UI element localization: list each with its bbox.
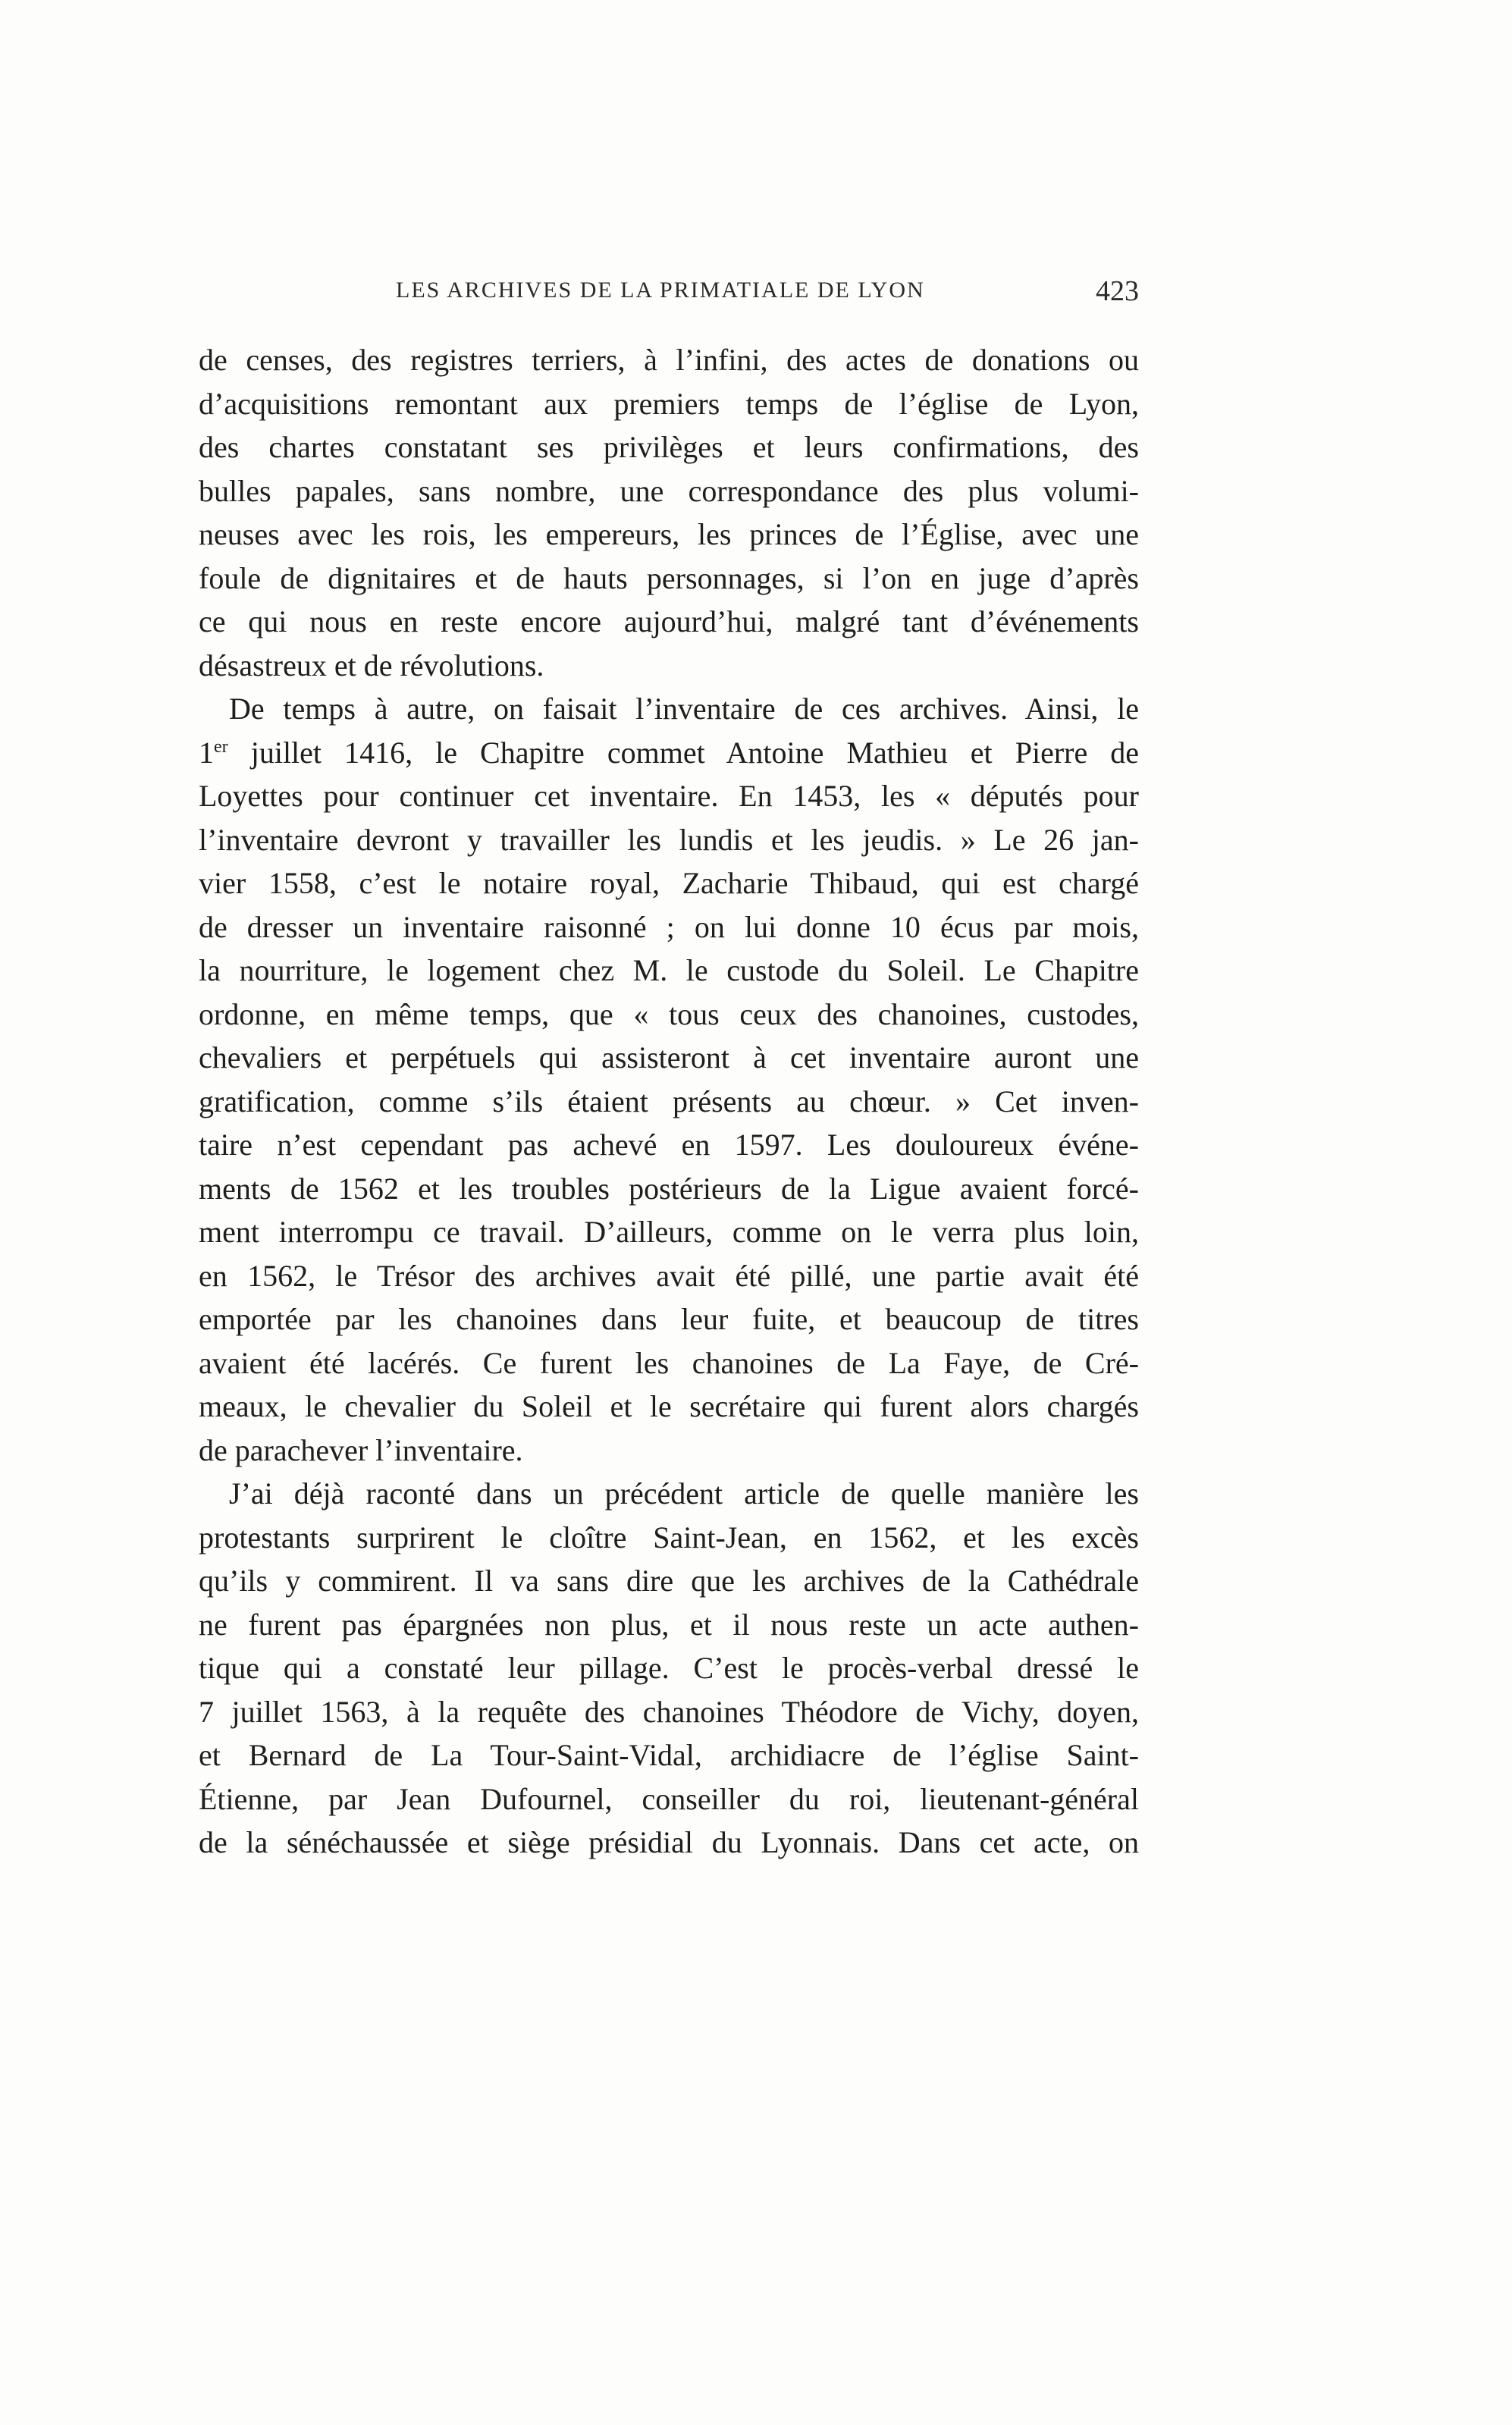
text-line: 7 juillet 1563, à la requête des chanoines Théodore de Vichy, doyen, [199,1694,1139,1729]
text-line: tique qui a constaté leur pillage. C’est le procès-verbal dressé le [199,1651,1139,1685]
text-line: et Bernard de La Tour-Saint-Vidal, archidiacre de l’église Saint- [199,1738,1139,1772]
text-line: gratification, comme s’ils étaient présents au chœur. » Cet inven- [199,1084,1139,1118]
text-line-with-ordinal [199,731,1139,775]
text-line: de dresser un inventaire raisonné ; on lui donne 10 écus par mois, [199,909,1139,944]
ordinal-number: 1 [199,735,214,770]
text-line: d’acquisitions remontant aux premiers temps de l’église de Lyon, [199,386,1139,421]
text-line: taire n’est cependant pas achevé en 1597. Les douloureux événe- [199,1128,1139,1162]
text-line: emportée par les chanoines dans leur fuite, et beaucoup de titres [199,1302,1139,1336]
text-line: neuses avec les rois, les empereurs, les princes de l’Église, avec une [199,517,1139,551]
page-number: 423 [1096,275,1139,307]
text-line: de la sénéchaussée et siège présidial du Lyonnais. Dans cet acte, on [199,1825,1139,1859]
text-line: De temps à autre, on faisait l’inventaire de ces archives. Ainsi, le [229,692,1139,726]
text-line: désastreux et de révolutions. [199,648,544,682]
text-line: meaux, le chevalier du Soleil et le secrétaire qui furent alors chargés [199,1389,1139,1423]
text-line: Étienne, par Jean Dufournel, conseiller du roi, lieutenant-général [199,1781,1139,1816]
text-line: foule de dignitaires et de hauts personnages, si l’on en juge d’après [199,560,1139,595]
text-line: de parachever l’inventaire. [199,1432,523,1467]
text-line: ment interrompu ce travail. D’ailleurs, comme on le verra plus loin, [199,1215,1139,1249]
running-title: LES ARCHIVES DE LA PRIMATIALE DE LYON [396,278,925,303]
running-header [199,275,1139,323]
text-line: bulles papales, sans nombre, une correspondance des plus volumi- [199,473,1139,508]
paragraph-3 [199,1472,1139,1865]
text-line: des chartes constatant ses privilèges et leurs confirmations, des [199,430,1139,464]
paragraph-1 [199,338,1139,687]
body-text [199,338,1139,1865]
text-line: ordonne, en même temps, que « tous ceux des chanoines, custodes, [199,996,1139,1031]
text-line: protestants surprirent le cloître Saint-Jean, en 1562, et les excès [199,1520,1139,1554]
paragraph-2 [199,687,1139,1472]
text-line: de censes, des registres terriers, à l’infini, des actes de donations ou [199,343,1139,377]
text-line: Loyettes pour continuer cet inventaire. En 1453, les « députés pour [199,779,1139,813]
text-line: vier 1558, c’est le notaire royal, Zacharie Thibaud, qui est chargé [199,866,1139,900]
text-line: J’ai déjà raconté dans un précédent article de quelle manière les [229,1476,1139,1511]
text-line: l’inventaire devront y travailler les lundis et les jeudis. » Le 26 jan- [199,822,1139,857]
text-line: la nourriture, le logement chez M. le custode du Soleil. Le Chapitre [199,953,1139,987]
text-line: juillet 1416, le Chapitre commet Antoine Mathieu et Pierre de [250,735,1139,770]
text-line: ce qui nous en reste encore aujourd’hui, malgré tant d’événements [199,604,1139,638]
text-line: ne furent pas épargnées non plus, et il nous reste un acte authen- [199,1607,1139,1642]
text-line: qu’ils y commirent. Il va sans dire que les archives de la Cathédrale [199,1564,1139,1598]
text-line: chevaliers et perpétuels qui assisteront à cet inventaire auront une [199,1040,1139,1074]
text-line: en 1562, le Trésor des archives avait été pillé, une partie avait été [199,1258,1139,1293]
text-line: ments de 1562 et les troubles postérieurs de la Ligue avaient forcé- [199,1171,1139,1206]
ordinal-suffix: er [214,736,228,757]
text-line: avaient été lacérés. Ce furent les chanoines de La Faye, de Cré- [199,1345,1139,1380]
